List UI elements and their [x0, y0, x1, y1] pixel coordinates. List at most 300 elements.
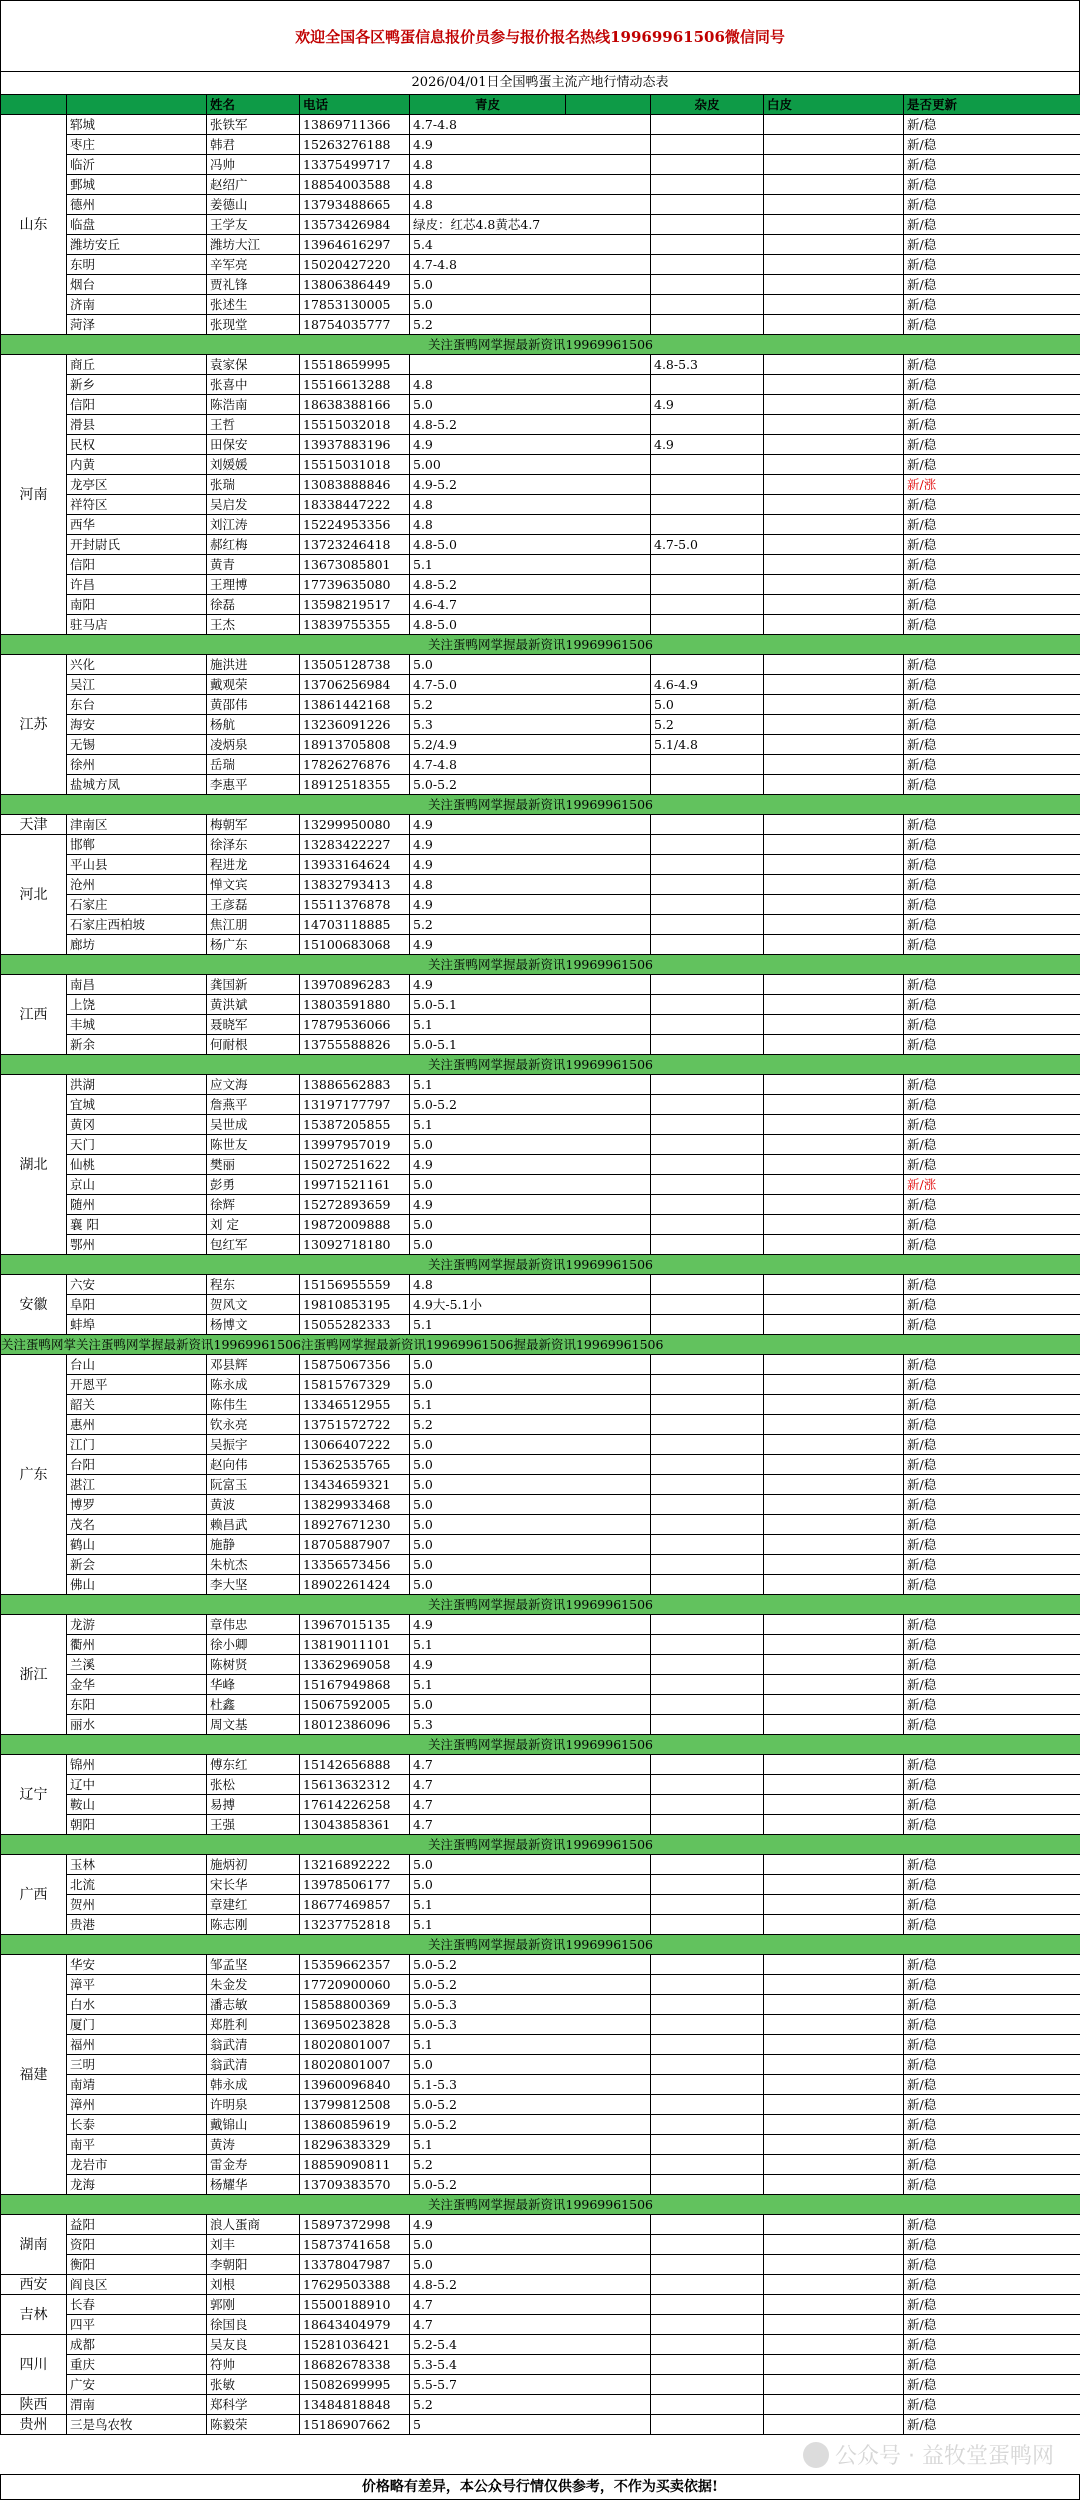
region-cell: 广安 [67, 2375, 207, 2395]
mixed-price-cell [651, 1115, 764, 1135]
status-cell: 新/稳 [904, 2335, 1080, 2355]
contact-name-cell: 张敏 [207, 2375, 300, 2395]
mixed-price-cell [651, 1175, 764, 1195]
white-price-cell [764, 555, 904, 575]
contact-name-cell: 惮文宾 [207, 875, 300, 895]
promo-separator-row [1, 1335, 1080, 1355]
contact-name-cell: 杨耀华 [207, 2175, 300, 2195]
green-price-cell: 4.7 [410, 1795, 651, 1815]
status-cell: 新/稳 [904, 1315, 1080, 1335]
region-cell: 东台 [67, 695, 207, 715]
phone-cell: 15167949868 [300, 1675, 410, 1695]
province-cell: 湖北 [1, 1075, 67, 1255]
status-cell: 新/涨 [904, 1175, 1080, 1195]
region-cell: 玉林 [67, 1855, 207, 1875]
promo-separator-row [1, 1595, 1080, 1615]
region-cell: 开封尉氏 [67, 535, 207, 555]
phone-cell: 17739635080 [300, 575, 410, 595]
sheet-subtitle: 2026/04/01日全国鸭蛋主流产地行情动态表 [0, 72, 1080, 94]
region-cell: 济南 [67, 295, 207, 315]
white-price-cell [764, 415, 904, 435]
white-price-cell [764, 2175, 904, 2195]
status-cell: 新/稳 [904, 455, 1080, 475]
green-price-cell: 5.0-5.1 [410, 1035, 651, 1055]
phone-cell: 17879536066 [300, 1015, 410, 1035]
contact-name-cell: 张松 [207, 1775, 300, 1795]
region-cell: 信阳 [67, 555, 207, 575]
promo-text: 关注蛋鸭网掌握最新资讯19969961506 [1, 335, 1080, 355]
white-price-cell [764, 2395, 904, 2415]
table-row [1, 1615, 1080, 1635]
green-price-cell: 5.0 [410, 1235, 651, 1255]
province-cell: 吉林 [1, 2295, 67, 2335]
mixed-price-cell [651, 2335, 764, 2355]
status-cell: 新/稳 [904, 1515, 1080, 1535]
table-row [1, 1475, 1080, 1495]
phone-cell: 13861442168 [300, 695, 410, 715]
mixed-price-cell [651, 1295, 764, 1315]
status-cell: 新/稳 [904, 2355, 1080, 2375]
contact-name-cell: 钦永亮 [207, 1415, 300, 1435]
region-cell: 贺州 [67, 1895, 207, 1915]
green-price-cell: 4.8-5.0 [410, 615, 651, 635]
phone-cell: 15224953356 [300, 515, 410, 535]
status-cell: 新/稳 [904, 1435, 1080, 1455]
green-price-cell: 5.1 [410, 1395, 651, 1415]
region-cell: 石家庄西柏坡 [67, 915, 207, 935]
white-price-cell [764, 835, 904, 855]
status-cell: 新/稳 [904, 155, 1080, 175]
green-price-cell: 5.2 [410, 915, 651, 935]
mixed-price-cell [651, 2275, 764, 2295]
region-cell: 惠州 [67, 1415, 207, 1435]
green-price-cell: 5.0 [410, 1695, 651, 1715]
status-cell: 新/稳 [904, 1955, 1080, 1975]
status-cell: 新/稳 [904, 2175, 1080, 2195]
white-price-cell [764, 1575, 904, 1595]
status-cell: 新/稳 [904, 1575, 1080, 1595]
status-cell: 新/稳 [904, 275, 1080, 295]
white-price-cell [764, 295, 904, 315]
header-cell-name: 姓名 [207, 95, 300, 115]
status-cell: 新/稳 [904, 875, 1080, 895]
status-cell: 新/稳 [904, 1115, 1080, 1135]
region-cell: 平山县 [67, 855, 207, 875]
white-price-cell [764, 2155, 904, 2175]
mixed-price-cell [651, 1795, 764, 1815]
region-cell: 衡阳 [67, 2255, 207, 2275]
white-price-cell [764, 2295, 904, 2315]
phone-cell: 13346512955 [300, 1395, 410, 1415]
table-row [1, 235, 1080, 255]
green-price-cell: 5.0 [410, 1875, 651, 1895]
mixed-price-cell [651, 1455, 764, 1475]
table-row [1, 195, 1080, 215]
contact-name-cell: 邓县辉 [207, 1355, 300, 1375]
table-row [1, 1115, 1080, 1135]
white-price-cell [764, 1555, 904, 1575]
region-cell: 东阳 [67, 1695, 207, 1715]
contact-name-cell: 王理博 [207, 575, 300, 595]
region-cell: 郓城 [67, 115, 207, 135]
region-cell: 湛江 [67, 1475, 207, 1495]
white-price-cell [764, 275, 904, 295]
contact-name-cell: 杨航 [207, 715, 300, 735]
status-cell: 新/稳 [904, 1375, 1080, 1395]
region-cell: 阜阳 [67, 1295, 207, 1315]
status-cell: 新/稳 [904, 1895, 1080, 1915]
green-price-cell: 5.1 [410, 1075, 651, 1095]
phone-cell: 18677469857 [300, 1895, 410, 1915]
green-price-cell [410, 355, 651, 375]
green-price-cell: 5.0 [410, 2255, 651, 2275]
region-cell: 龙亭区 [67, 475, 207, 495]
status-cell: 新/稳 [904, 1155, 1080, 1175]
mixed-price-cell [651, 155, 764, 175]
region-cell: 德州 [67, 195, 207, 215]
green-price-cell: 5.0-5.2 [410, 1955, 651, 1975]
region-cell: 潍坊安丘 [67, 235, 207, 255]
phone-cell: 15067592005 [300, 1695, 410, 1715]
green-price-cell: 5.0 [410, 1855, 651, 1875]
phone-cell: 15263276188 [300, 135, 410, 155]
white-price-cell [764, 395, 904, 415]
contact-name-cell: 张述生 [207, 295, 300, 315]
phone-cell: 15518659995 [300, 355, 410, 375]
region-cell: 北流 [67, 1875, 207, 1895]
mixed-price-cell [651, 2215, 764, 2235]
region-cell: 滑县 [67, 415, 207, 435]
contact-name-cell: 傅东红 [207, 1755, 300, 1775]
table-row [1, 1575, 1080, 1595]
region-cell: 兰溪 [67, 1655, 207, 1675]
contact-name-cell: 韩永成 [207, 2075, 300, 2095]
phone-cell: 13869711366 [300, 115, 410, 135]
contact-name-cell: 徐泽东 [207, 835, 300, 855]
phone-cell: 15272893659 [300, 1195, 410, 1215]
table-row [1, 215, 1080, 235]
contact-name-cell: 杨博文 [207, 1315, 300, 1335]
table-row [1, 1415, 1080, 1435]
mixed-price-cell [651, 1895, 764, 1915]
green-price-cell: 4.8-5.0 [410, 535, 651, 555]
status-cell: 新/稳 [904, 2215, 1080, 2235]
phone-cell: 15858800369 [300, 1995, 410, 2015]
contact-name-cell: 戴观荣 [207, 675, 300, 695]
white-price-cell [764, 155, 904, 175]
white-price-cell [764, 1035, 904, 1055]
phone-cell: 18913705808 [300, 735, 410, 755]
white-price-cell [764, 875, 904, 895]
table-row [1, 275, 1080, 295]
white-price-cell [764, 2375, 904, 2395]
white-price-cell [764, 1435, 904, 1455]
white-price-cell [764, 1975, 904, 1995]
table-row [1, 675, 1080, 695]
contact-name-cell: 杨广东 [207, 935, 300, 955]
mixed-price-cell [651, 515, 764, 535]
region-cell: 三是鸟农牧 [67, 2415, 207, 2435]
phone-cell: 15875067356 [300, 1355, 410, 1375]
mixed-price-cell [651, 1635, 764, 1655]
status-cell: 新/稳 [904, 1295, 1080, 1315]
white-price-cell [764, 255, 904, 275]
status-cell: 新/稳 [904, 1995, 1080, 2015]
status-cell: 新/稳 [904, 995, 1080, 1015]
table-row [1, 1015, 1080, 1035]
green-price-cell: 5.0-5.3 [410, 1995, 651, 2015]
region-cell: 临沂 [67, 155, 207, 175]
white-price-cell [764, 695, 904, 715]
region-cell: 宜城 [67, 1095, 207, 1115]
mixed-price-cell [651, 1555, 764, 1575]
region-cell: 盐城方凤 [67, 775, 207, 795]
table-row [1, 1955, 1080, 1975]
mixed-price-cell [651, 475, 764, 495]
contact-name-cell: 袁家保 [207, 355, 300, 375]
region-cell: 资阳 [67, 2235, 207, 2255]
contact-name-cell: 翁武清 [207, 2035, 300, 2055]
region-cell: 内黄 [67, 455, 207, 475]
phone-cell: 13216892222 [300, 1855, 410, 1875]
table-row [1, 415, 1080, 435]
province-cell: 广东 [1, 1355, 67, 1595]
status-cell: 新/稳 [904, 2375, 1080, 2395]
mixed-price-cell [651, 1355, 764, 1375]
white-price-cell [764, 1675, 904, 1695]
mixed-price-cell [651, 2255, 764, 2275]
mixed-price-cell [651, 575, 764, 595]
status-cell: 新/稳 [904, 535, 1080, 555]
table-row [1, 1975, 1080, 1995]
contact-name-cell: 雷金寿 [207, 2155, 300, 2175]
contact-name-cell: 朱杭杰 [207, 1555, 300, 1575]
mixed-price-cell [651, 1515, 764, 1535]
status-cell: 新/稳 [904, 775, 1080, 795]
mixed-price-cell [651, 115, 764, 135]
status-cell: 新/稳 [904, 1475, 1080, 1495]
mixed-price-cell [651, 1235, 764, 1255]
table-row [1, 155, 1080, 175]
footer-note: 价格略有差异，本公众号行情仅供参考，不作为买卖依据! [0, 2474, 1080, 2500]
phone-cell: 13083888846 [300, 475, 410, 495]
status-cell: 新/稳 [904, 595, 1080, 615]
green-price-cell: 5.3-5.4 [410, 2355, 651, 2375]
mixed-price-cell [651, 1955, 764, 1975]
promo-text: 关注蛋鸭网掌握最新资讯19969961506 [1, 1935, 1080, 1955]
table-row [1, 1175, 1080, 1195]
table-row [1, 1455, 1080, 1475]
status-cell: 新/稳 [904, 2415, 1080, 2435]
mixed-price-cell [651, 2235, 764, 2255]
header-cell-phone: 电话 [300, 95, 410, 115]
table-row [1, 435, 1080, 455]
green-price-cell: 5.0-5.2 [410, 1095, 651, 1115]
mixed-price-cell: 4.7-5.0 [651, 535, 764, 555]
green-price-cell: 5.2 [410, 1415, 651, 1435]
region-cell: 祥符区 [67, 495, 207, 515]
phone-cell: 13793488665 [300, 195, 410, 215]
green-price-cell: 5.1 [410, 2035, 651, 2055]
white-price-cell [764, 1815, 904, 1835]
green-price-cell: 4.8-5.2 [410, 2275, 651, 2295]
phone-cell: 18927671230 [300, 1515, 410, 1535]
white-price-cell [764, 1475, 904, 1495]
green-price-cell: 5.0 [410, 1455, 651, 1475]
green-price-cell: 5.2 [410, 695, 651, 715]
mixed-price-cell [651, 595, 764, 615]
header-cell-mixed: 杂皮 [651, 95, 764, 115]
table-row [1, 1375, 1080, 1395]
phone-cell: 14703118885 [300, 915, 410, 935]
mixed-price-cell [651, 2375, 764, 2395]
promo-text: 关注蛋鸭网掌握最新资讯19969961506 [1, 1255, 1080, 1275]
status-cell: 新/稳 [904, 355, 1080, 375]
green-price-cell: 4.9 [410, 1655, 651, 1675]
header-row [1, 95, 1080, 115]
table-row [1, 2255, 1080, 2275]
white-price-cell [764, 1995, 904, 2015]
contact-name-cell: 张喜中 [207, 375, 300, 395]
region-cell: 鞍山 [67, 1795, 207, 1815]
contact-name-cell: 徐辉 [207, 1195, 300, 1215]
green-price-cell: 5.0 [410, 1555, 651, 1575]
mixed-price-cell [651, 1775, 764, 1795]
region-cell: 西华 [67, 515, 207, 535]
table-row [1, 2155, 1080, 2175]
white-price-cell [764, 815, 904, 835]
green-price-cell: 5.0 [410, 1575, 651, 1595]
region-cell: 重庆 [67, 2355, 207, 2375]
white-price-cell [764, 1235, 904, 1255]
table-row [1, 2275, 1080, 2295]
region-cell: 贵港 [67, 1915, 207, 1935]
region-cell: 金华 [67, 1675, 207, 1695]
mixed-price-cell: 5.0 [651, 695, 764, 715]
status-cell: 新/稳 [904, 135, 1080, 155]
white-price-cell [764, 495, 904, 515]
header-cell [1, 95, 67, 115]
contact-name-cell: 郑胜利 [207, 2015, 300, 2035]
region-cell: 无锡 [67, 735, 207, 755]
white-price-cell [764, 1955, 904, 1975]
table-row [1, 995, 1080, 1015]
status-cell: 新/稳 [904, 2275, 1080, 2295]
contact-name-cell: 易搏 [207, 1795, 300, 1815]
green-price-cell: 5.0 [410, 2235, 651, 2255]
region-cell: 韶关 [67, 1395, 207, 1415]
mixed-price-cell [651, 895, 764, 915]
phone-cell: 15515032018 [300, 415, 410, 435]
status-cell: 新/稳 [904, 515, 1080, 535]
green-price-cell: 4.6-4.7 [410, 595, 651, 615]
phone-cell: 13695023828 [300, 2015, 410, 2035]
green-price-cell: 4.8 [410, 175, 651, 195]
status-cell: 新/稳 [904, 935, 1080, 955]
phone-cell: 18012386096 [300, 1715, 410, 1735]
mixed-price-cell [651, 2415, 764, 2435]
status-cell: 新/稳 [904, 1075, 1080, 1095]
green-price-cell: 5.0-5.2 [410, 1975, 651, 1995]
phone-cell: 15511376878 [300, 895, 410, 915]
phone-cell: 18643404979 [300, 2315, 410, 2335]
white-price-cell [764, 1195, 904, 1215]
table-row [1, 1795, 1080, 1815]
mixed-price-cell [651, 1575, 764, 1595]
region-cell: 石家庄 [67, 895, 207, 915]
table-row [1, 595, 1080, 615]
white-price-cell [764, 1775, 904, 1795]
mixed-price-cell [651, 555, 764, 575]
table-row [1, 1095, 1080, 1115]
white-price-cell [764, 2135, 904, 2155]
contact-name-cell: 彭勇 [207, 1175, 300, 1195]
status-cell: 新/稳 [904, 1975, 1080, 1995]
phone-cell: 13434659321 [300, 1475, 410, 1495]
mixed-price-cell [651, 1155, 764, 1175]
region-cell: 六安 [67, 1275, 207, 1295]
white-price-cell [764, 135, 904, 155]
green-price-cell: 5.0-5.3 [410, 2015, 651, 2035]
header-cell [67, 95, 207, 115]
table-row [1, 2015, 1080, 2035]
green-price-cell: 4.7 [410, 1815, 651, 1835]
region-cell: 台阳 [67, 1455, 207, 1475]
white-price-cell [764, 2095, 904, 2115]
table-row [1, 1075, 1080, 1095]
table-row [1, 135, 1080, 155]
phone-cell: 18296383329 [300, 2135, 410, 2155]
contact-name-cell: 郑科学 [207, 2395, 300, 2415]
green-price-cell: 4.9-5.2 [410, 475, 651, 495]
green-price-cell: 5.0 [410, 1215, 651, 1235]
table-row [1, 1995, 1080, 2015]
status-cell: 新/稳 [904, 215, 1080, 235]
mixed-price-cell [651, 315, 764, 335]
phone-cell: 13978506177 [300, 1875, 410, 1895]
mixed-price-cell [651, 755, 764, 775]
table-row [1, 2215, 1080, 2235]
table-row [1, 2075, 1080, 2095]
status-cell: 新/稳 [904, 295, 1080, 315]
phone-cell: 18902261424 [300, 1575, 410, 1595]
region-cell: 博罗 [67, 1495, 207, 1515]
status-cell: 新/稳 [904, 1355, 1080, 1375]
green-price-cell: 4.9 [410, 835, 651, 855]
white-price-cell [764, 2275, 904, 2295]
mixed-price-cell [651, 2135, 764, 2155]
table-row [1, 1555, 1080, 1575]
region-cell: 南靖 [67, 2075, 207, 2095]
phone-cell: 13960096840 [300, 2075, 410, 2095]
status-cell: 新/稳 [904, 115, 1080, 135]
white-price-cell [764, 855, 904, 875]
region-cell: 渭南 [67, 2395, 207, 2415]
white-price-cell [764, 535, 904, 555]
contact-name-cell: 宋长华 [207, 1875, 300, 1895]
mixed-price-cell [651, 1075, 764, 1095]
mixed-price-cell [651, 855, 764, 875]
contact-name-cell: 戴锦山 [207, 2115, 300, 2135]
green-price-cell: 5.0 [410, 1375, 651, 1395]
table-row [1, 535, 1080, 555]
white-price-cell [764, 1755, 904, 1775]
phone-cell: 18705887907 [300, 1535, 410, 1555]
phone-cell: 13598219517 [300, 595, 410, 615]
promo-text: 关注蛋鸭网掌关注蛋鸭网掌握最新资讯19969961506注蛋鸭网掌握最新资讯19969961506握最新资讯19969961506 [1, 1335, 1080, 1355]
status-cell: 新/稳 [904, 1535, 1080, 1555]
white-price-cell [764, 675, 904, 695]
